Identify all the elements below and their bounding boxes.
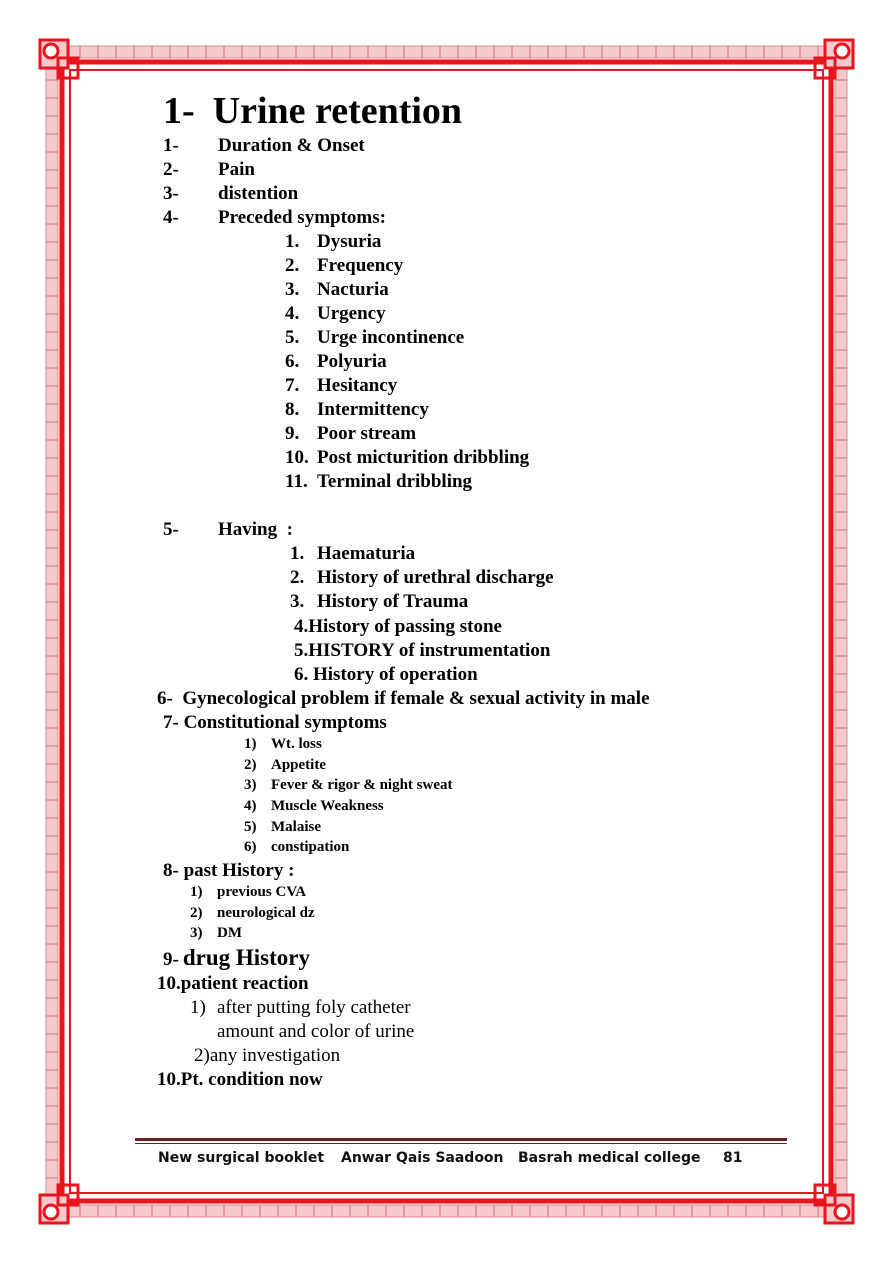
list-item: 1)	[190, 884, 203, 900]
list-item-label: Wt. loss	[271, 736, 322, 752]
main-item-label: Duration & Onset	[218, 135, 365, 156]
footer-college: Basrah medical college	[518, 1150, 701, 1166]
list-item: 1.	[290, 543, 305, 564]
main-item-label: Pain	[218, 159, 255, 180]
footer-author: Anwar Qais Saadoon	[341, 1150, 504, 1166]
list-item-label: amount and color of urine	[217, 1021, 415, 1042]
list-item-label: Post micturition dribbling	[317, 447, 530, 468]
list-item-label: Terminal dribbling	[317, 471, 473, 492]
page-title: 1- Urine retention	[163, 90, 463, 132]
list-item: 8.	[285, 399, 300, 420]
list-item: 3)	[244, 777, 257, 793]
page-number: 81	[723, 1150, 743, 1166]
list-item-label: Urge incontinence	[317, 327, 465, 348]
constitutional-heading: 7- Constitutional symptoms	[163, 712, 387, 733]
pt-condition-heading: 10.Pt. condition now	[157, 1069, 323, 1090]
list-item-label: Muscle Weakness	[271, 798, 384, 814]
list-item: 3.	[290, 591, 305, 612]
list-item: 9.	[285, 423, 300, 444]
list-item: 1)	[244, 736, 257, 752]
list-item-label: History of urethral discharge	[317, 567, 554, 588]
list-item: 1)	[190, 997, 206, 1018]
list-item: 2)	[244, 757, 257, 773]
list-item-label: Hesitancy	[317, 375, 398, 396]
list-item: 7.	[285, 375, 300, 396]
list-item: 5.	[285, 327, 300, 348]
list-item-label: after putting foly catheter	[217, 997, 411, 1018]
list-item-label: previous CVA	[217, 884, 307, 900]
gynecological-item: 6- Gynecological problem if female & sexual activity in male	[157, 688, 650, 709]
list-item-label: neurological dz	[217, 905, 315, 921]
list-item-label: Appetite	[271, 757, 326, 773]
list-item: 5.HISTORY of instrumentation	[294, 640, 551, 661]
list-item-label: Urgency	[317, 303, 386, 324]
list-item: 2)	[190, 905, 203, 921]
main-item-label: Preceded symptoms:	[218, 207, 386, 228]
list-item-label: Fever & rigor & night sweat	[271, 777, 453, 793]
list-item-label: Frequency	[317, 255, 404, 276]
main-item-number: 4-	[163, 207, 179, 228]
list-item-label: Dysuria	[317, 231, 382, 252]
drug-history-heading: 9- drug History	[163, 945, 310, 970]
list-item: 4.History of passing stone	[294, 616, 502, 637]
list-item-label: constipation	[271, 839, 350, 855]
list-item-label: Intermittency	[317, 399, 429, 420]
main-item-number: 2-	[163, 159, 179, 180]
list-item: 2)any investigation	[194, 1045, 341, 1066]
list-item: 10.	[285, 447, 309, 468]
main-item-number: 3-	[163, 183, 179, 204]
list-item: 6. History of operation	[294, 664, 478, 685]
list-item-label: DM	[217, 925, 242, 941]
main-item-number: 5-	[163, 519, 179, 540]
main-item-number: 1-	[163, 135, 179, 156]
list-item: 1.	[285, 231, 300, 252]
patient-reaction-heading: 10.patient reaction	[157, 973, 309, 994]
list-item: 5)	[244, 819, 257, 835]
list-item: 3.	[285, 279, 300, 300]
list-item: 4)	[244, 798, 257, 814]
footer-book-title: New surgical booklet	[158, 1150, 325, 1166]
main-item-label: Having :	[218, 519, 293, 540]
list-item-label: Nacturia	[317, 279, 389, 300]
list-item: 11.	[285, 471, 308, 492]
list-item: 2.	[290, 567, 305, 588]
footer-rule	[135, 1138, 787, 1141]
list-item-label: Haematuria	[317, 543, 416, 564]
list-item: 3)	[190, 925, 203, 941]
list-item-label: Poor stream	[317, 423, 417, 444]
list-item-label: Malaise	[271, 819, 321, 835]
list-item: 6.	[285, 351, 300, 372]
list-item: 4.	[285, 303, 300, 324]
main-item-label: distention	[218, 183, 299, 204]
list-item: 6)	[244, 839, 257, 855]
list-item-label: History of Trauma	[317, 591, 469, 612]
past-history-heading: 8- past History :	[163, 860, 295, 881]
list-item-label: Polyuria	[317, 351, 387, 372]
list-item: 2.	[285, 255, 300, 276]
